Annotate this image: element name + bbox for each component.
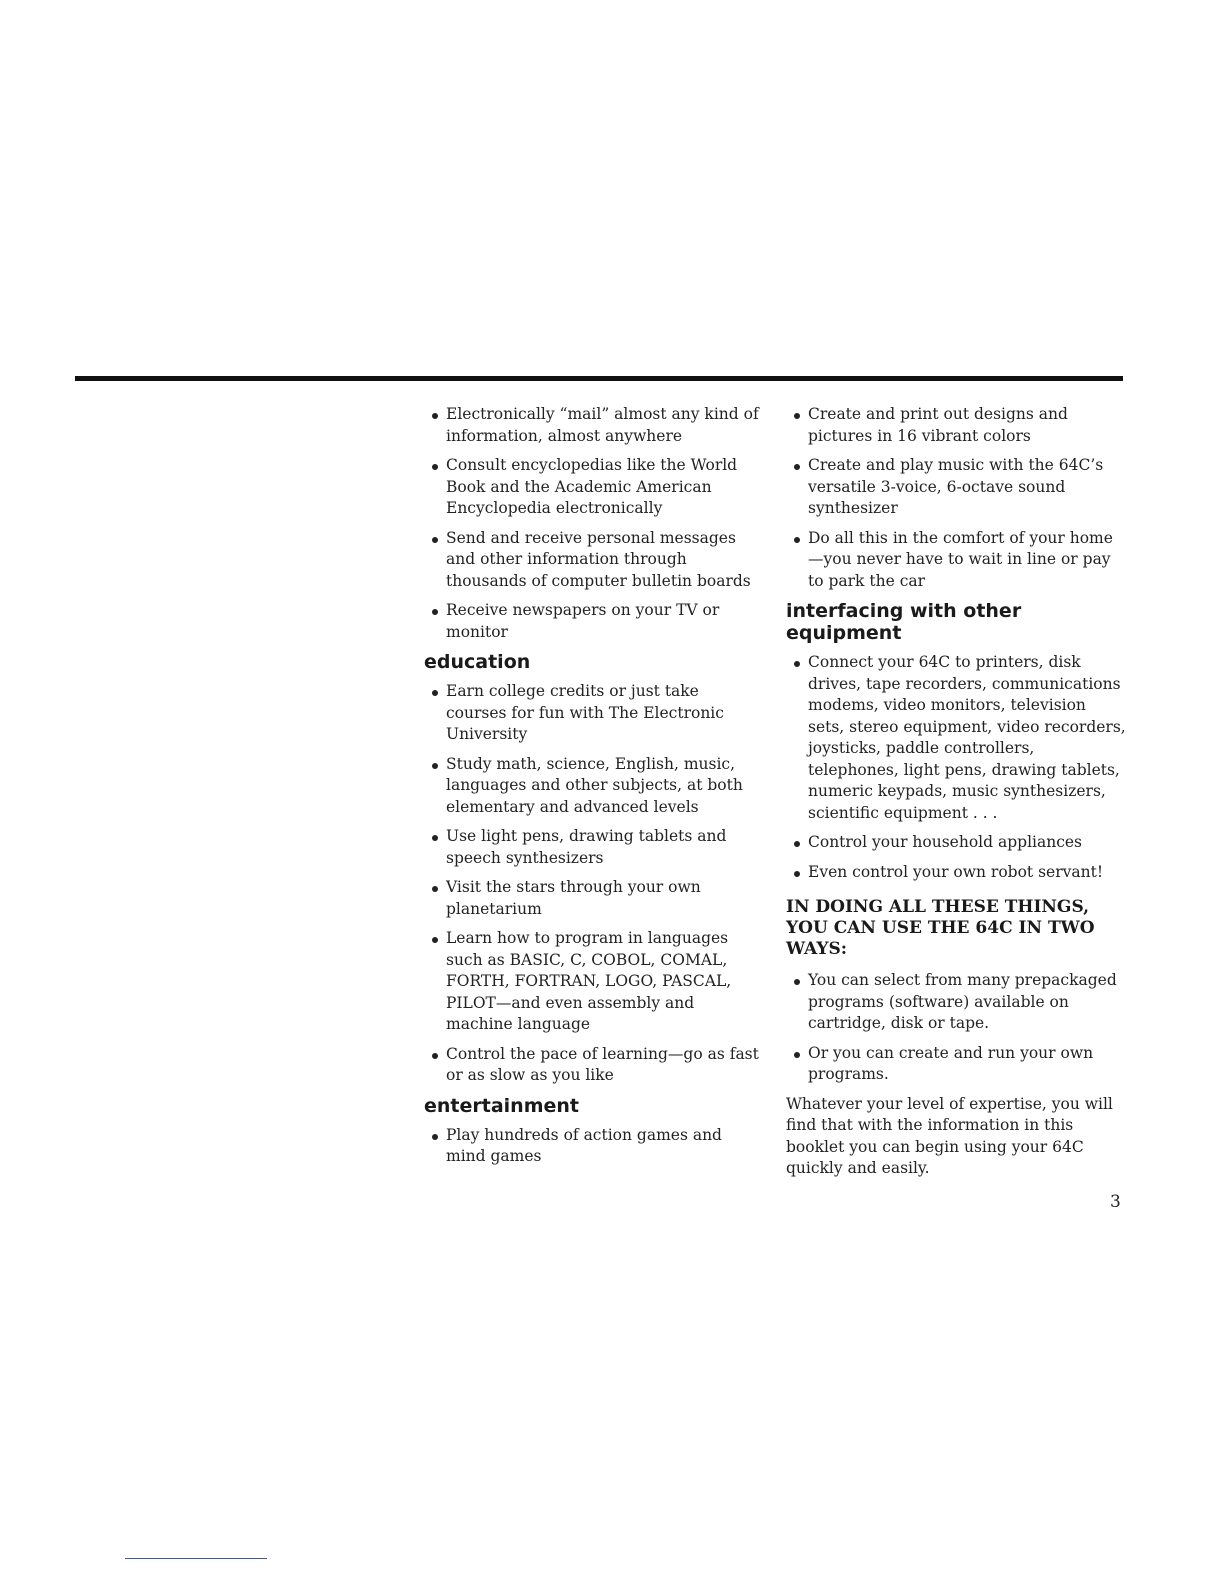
list-item: Learn how to program in languages such as BASIC, C, COBOL, COMAL, FORTH, FORTRAN, LOGO, PASCAL, PILOT—and even assembly and machine language — [424, 928, 764, 1036]
page-number: 3 — [1110, 1192, 1121, 1212]
list-item: Send and receive personal messages and other information through thousands of computer bulletin boards — [424, 528, 764, 593]
footer-rule — [125, 1558, 267, 1559]
interfacing-list — [786, 652, 1126, 883]
list-item: Do all this in the comfort of your home—you never have to wait in line or pay to park the car — [786, 528, 1126, 593]
list-item: Play hundreds of action games and mind games — [424, 1125, 764, 1168]
list-item: Electronically “mail” almost any kind of information, almost anywhere — [424, 404, 764, 447]
top-horizontal-rule — [75, 376, 1123, 381]
list-item: Or you can create and run your own programs. — [786, 1043, 1126, 1086]
list-item: You can select from many prepackaged programs (software) available on cartridge, disk or tape. — [786, 970, 1126, 1035]
interfacing-heading: interfacing with other equipment — [786, 600, 1022, 644]
list-item: Connect your 64C to printers, disk drives, tape recorders, communications modems, video monitors, television sets, stereo equipment, video recorders, joysticks, paddle controllers, telephones, light pens, drawing tablets, numeric keypads, music synthesizers, scientific equipment . . . — [786, 652, 1126, 824]
education-heading: education — [424, 651, 531, 673]
list-item: Earn college credits or just take courses for fun with The Electronic University — [424, 681, 764, 746]
list-item: Receive newspapers on your TV or monitor — [424, 600, 764, 643]
education-list — [424, 681, 764, 1087]
left-column — [424, 404, 764, 1176]
list-item: Create and play music with the 64C’s versatile 3-voice, 6-octave sound synthesizer — [786, 455, 1126, 520]
closing-paragraph: Whatever your level of expertise, you will find that with the information in this booklet you can begin using your 64C quickly and easily. — [786, 1094, 1113, 1177]
list-item: Use light pens, drawing tablets and speech synthesizers — [424, 826, 764, 869]
list-item: Consult encyclopedias like the World Book and the Academic American Encyclopedia electronically — [424, 455, 764, 520]
right-column — [786, 404, 1126, 1180]
entertainment-heading: entertainment — [424, 1094, 579, 1117]
intro-list-left — [424, 404, 764, 643]
list-item: Study math, science, English, music, languages and other subjects, at both elementary and advanced levels — [424, 754, 764, 819]
list-item: Even control your own robot servant! — [786, 862, 1126, 884]
list-item: Visit the stars through your own planetarium — [424, 877, 764, 920]
list-item: Create and print out designs and pictures in 16 vibrant colors — [786, 404, 1126, 447]
list-item: Control the pace of learning—go as fast or as slow as you like — [424, 1044, 764, 1087]
list-item: Control your household appliances — [786, 832, 1126, 854]
entertainment-list — [424, 1125, 764, 1168]
two-ways-heading: IN DOING ALL THESE THINGS, YOU CAN USE THE 64C IN TWO WAYS: — [786, 897, 1095, 959]
intro-list-right — [786, 404, 1126, 592]
two-ways-list — [786, 970, 1126, 1086]
